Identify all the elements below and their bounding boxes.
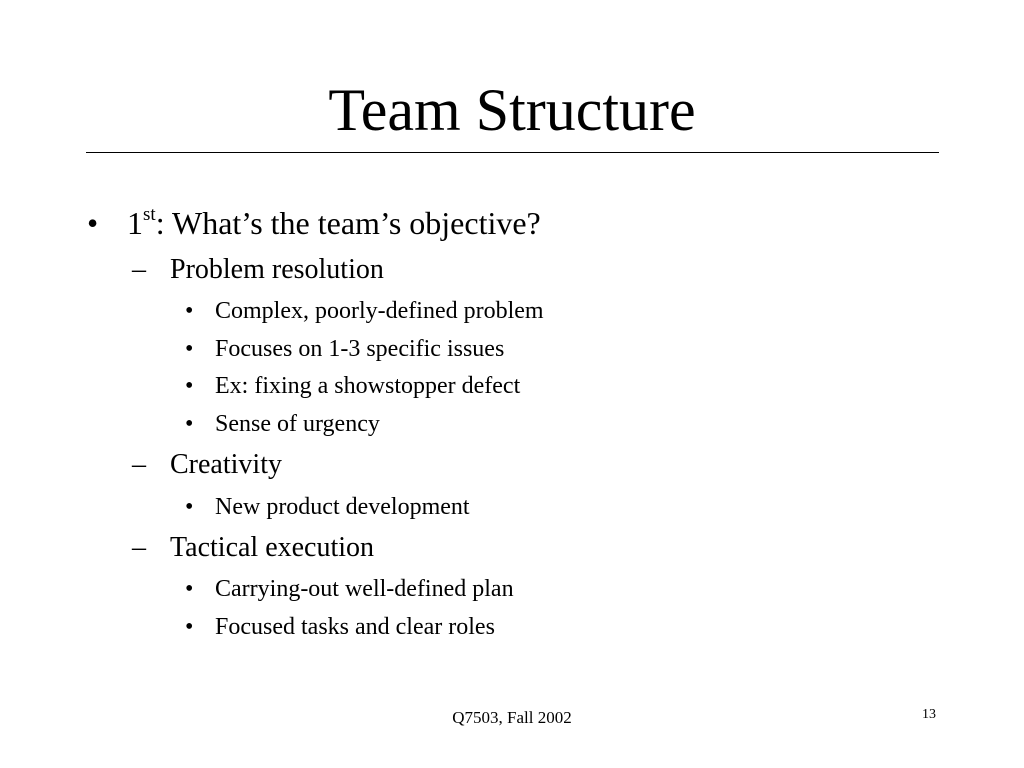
list-item-text: Carrying-out well-defined plan — [215, 576, 514, 602]
section-heading-label: Problem resolution — [170, 254, 384, 285]
bullet-marker: • — [185, 336, 194, 362]
bullet-marker: • — [185, 411, 194, 437]
bullet-marker: • — [185, 298, 194, 324]
dash-marker: – — [132, 449, 146, 480]
section-heading-label: Tactical execution — [170, 532, 375, 563]
section-heading-tactical-execution — [132, 530, 375, 566]
section-heading-problem-resolution — [132, 252, 384, 288]
list-item-text: Complex, poorly-defined problem — [215, 298, 544, 324]
main-bullet-text: : What’s the team’s objective? — [155, 205, 541, 241]
list-item — [185, 371, 521, 401]
list-item-text: New product development — [215, 494, 470, 520]
bullet-marker: • — [185, 494, 194, 520]
list-item — [185, 334, 505, 364]
bullet-marker: • — [185, 614, 194, 640]
section-heading-label: Creativity — [170, 449, 282, 480]
dash-marker: – — [132, 254, 146, 285]
list-item-text: Sense of urgency — [215, 411, 380, 437]
section-heading-creativity — [132, 447, 282, 483]
slide-footer: Q7503, Fall 2002 — [452, 708, 572, 727]
list-item — [185, 574, 514, 604]
slide-title: Team Structure — [328, 77, 696, 143]
list-item — [185, 409, 380, 439]
list-item — [185, 492, 470, 522]
bullet-marker: • — [87, 205, 99, 241]
list-item-text: Focused tasks and clear roles — [215, 614, 495, 640]
list-item — [185, 296, 544, 326]
page-number: 13 — [922, 707, 936, 722]
main-bullet-superscript: st — [143, 204, 156, 226]
bullet-marker: • — [185, 373, 194, 399]
list-item — [185, 612, 495, 642]
list-item-text: Focuses on 1-3 specific issues — [215, 336, 505, 362]
main-bullet-item — [87, 203, 541, 243]
title-divider — [86, 152, 939, 153]
main-bullet-prefix: 1 — [127, 205, 143, 241]
bullet-marker: • — [185, 576, 194, 602]
list-item-text: Ex: fixing a showstopper defect — [215, 373, 521, 399]
dash-marker: – — [132, 532, 146, 563]
